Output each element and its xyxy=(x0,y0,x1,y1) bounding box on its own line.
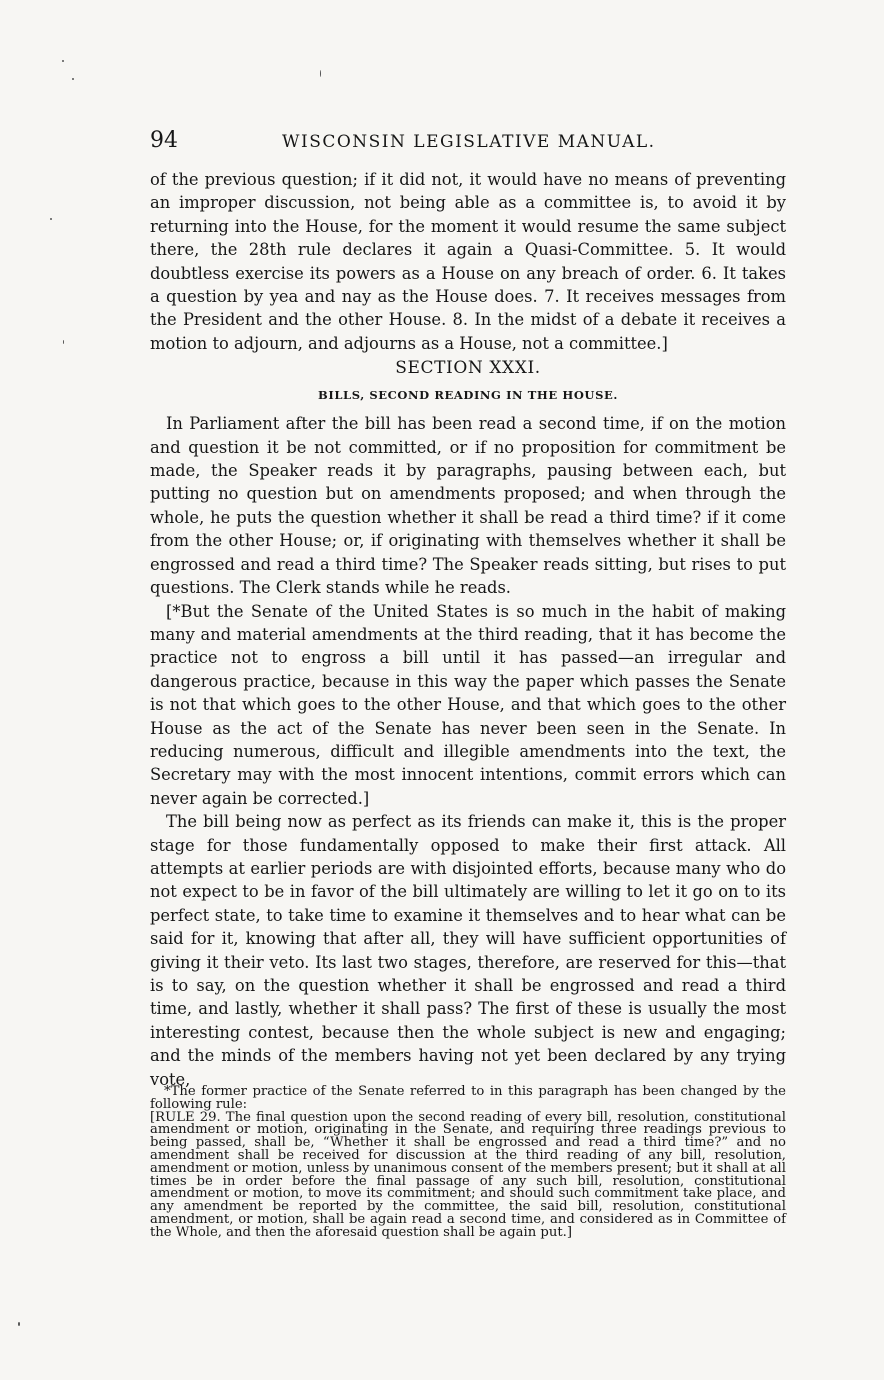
paper-speck xyxy=(50,218,52,220)
paper-speck xyxy=(62,60,64,62)
paragraph-senate-practice: [*But the Senate of the United States is so much in the habit of making many and material amendments at the third reading, that it has become the practice not to engross a bill until it has passed—an irregular and dangerous practice, because in this way the paper which passes the Senate is not that which goes to the other House, and that which goes to the other House as the act of the Senate has never been seen in the Senate. In reducing numerous, difficult and illegible amendments into the text, the Secretary may with the most innocent intentions, commit errors which can never again be corrected.] xyxy=(150,601,786,808)
page xyxy=(150,128,786,1091)
continuation-paragraph: of the previous question; if it did not, it would have no means of preventing an improper discussion, not being able as a committee is, to avoid it by returning into the House, for the moment it would resume the same subject there, the 28th rule declares it again a Quasi-Committee. 5. It would doubtless exercise its powers as a House on any breach of order. 6. It takes a question by yea and nay as the House does. 7. It receives messages from the President and the other House. 8. In the midst of a debate it receives a motion to adjourn, and adjourns as a House, not a committee.] xyxy=(150,170,786,353)
page-number: 94 xyxy=(150,128,178,153)
section-subtitle: BILLS, SECOND READING IN THE HOUSE. xyxy=(318,388,618,403)
section-title: SECTION XXXI. xyxy=(395,358,541,379)
paper-speck xyxy=(72,78,74,80)
paragraph-bill-perfect: The bill being now as perfect as its friends can make it, this is the proper stage for those fundamentally opposed to make their first attack. All attempts at earlier periods are with disjointed efforts, because many who do not expect to be in favor of the bill ultimately are willing to let it go on to its perfect state, to take time to examine it themselves and to hear what can be said for it, knowing that after all, they will have sufficient opportunities of giving it their veto. Its last two stages, therefore, are reserved for this—that is to say, on the question whether it shall be engrossed and read a third time, and lastly, whether it shall pass? The first of these is usually the most interesting contest, because then the whole subject is new and engaging; and the minds of the members having not yet been declared by any trying vote, xyxy=(150,812,786,1089)
paper-speck xyxy=(18,1322,20,1326)
paragraph-parliament: In Parliament after the bill has been read a second time, if on the motion and question it be not committed, or if no proposition for commitment be made, the Speaker reads it by paragraphs, pausing between each, but putting no question but on amendments proposed; and when through the whole, he puts the question whether it shall be read a third time? if it come from the other House; or, if originating with themselves whether it shall be engrossed and read a third time? The Speaker reads sitting, but rises to put questions. The Clerk stands while he reads. xyxy=(150,414,786,598)
footnote-rule: [RULE 29. The final question upon the second reading of every bill, resolution, constitutional amendment or motion, originating in the Senate, and requiring three readings previous to being passed, shall be, “Whether it shall be engrossed and read a third time?” and no amendment shall be received for discussion at the third reading of any bill, resolution, amendment or motion, unless by unanimous consent of the members present; but it shall at all times be in order before the final passage of any such bill, resolution, constitutional amendment or motion, to move its commitment; and should such commitment take place, and any amendment be reported by the committee, the said bill, resolution, constitutional amendment, or motion, shall be again read a second time, and considered as in Committee of the Whole, and then the aforesaid question shall be again put.] xyxy=(150,1109,786,1240)
footnote-intro: *The former practice of the Senate referred to in this paragraph has been changed by the following rule: xyxy=(150,1084,786,1112)
page-header xyxy=(150,128,786,168)
paper-speck xyxy=(63,340,64,344)
running-title: WISCONSIN LEGISLATIVE MANUAL. xyxy=(282,132,656,152)
paper-speck xyxy=(320,70,321,77)
footnote xyxy=(150,1086,786,1240)
